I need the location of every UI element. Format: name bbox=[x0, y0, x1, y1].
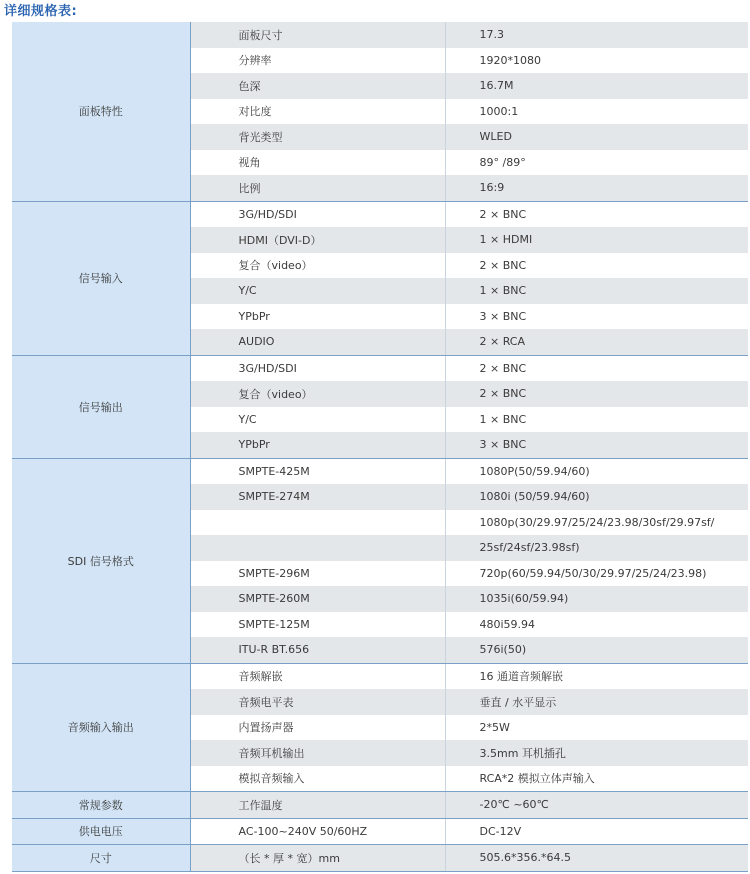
spec-value-cell: 2 × BNC bbox=[445, 381, 748, 407]
spec-key-cell: Y/C bbox=[190, 407, 445, 433]
spec-key-cell: 模拟音频输入 bbox=[190, 766, 445, 792]
spec-key-cell: AUDIO bbox=[190, 329, 445, 355]
table-row bbox=[12, 792, 748, 819]
category-cell: 常规参数 bbox=[12, 792, 190, 819]
spec-key-cell: 视角 bbox=[190, 150, 445, 176]
spec-value-cell: 1080i (50/59.94/60) bbox=[445, 484, 748, 510]
spec-key-cell bbox=[190, 510, 445, 536]
spec-value-cell: 505.6*356.*64.5 bbox=[445, 845, 748, 872]
spec-table-body bbox=[12, 22, 748, 871]
category-cell: 面板特性 bbox=[12, 22, 190, 201]
spec-value-cell: DC-12V bbox=[445, 818, 748, 845]
spec-value-cell: 576i(50) bbox=[445, 637, 748, 663]
spec-value-cell: 1 × HDMI bbox=[445, 227, 748, 253]
spec-key-cell: 色深 bbox=[190, 73, 445, 99]
spec-key-cell: 音频耳机输出 bbox=[190, 740, 445, 766]
spec-key-cell: Y/C bbox=[190, 278, 445, 304]
spec-value-cell: 16.7M bbox=[445, 73, 748, 99]
spec-key-cell: HDMI（DVI-D） bbox=[190, 227, 445, 253]
spec-value-cell: 3 × BNC bbox=[445, 304, 748, 330]
table-row bbox=[12, 663, 748, 689]
category-cell: 供电电压 bbox=[12, 818, 190, 845]
spec-key-cell: 分辨率 bbox=[190, 48, 445, 74]
spec-value-cell: 480i59.94 bbox=[445, 612, 748, 638]
spec-value-cell: 16:9 bbox=[445, 175, 748, 201]
spec-value-cell: 1 × BNC bbox=[445, 278, 748, 304]
spec-key-cell: SMPTE-260M bbox=[190, 586, 445, 612]
spec-value-cell: RCA*2 模拟立体声输入 bbox=[445, 766, 748, 792]
spec-key-cell: （长 * 厚 * 宽）mm bbox=[190, 845, 445, 872]
spec-key-cell: 面板尺寸 bbox=[190, 22, 445, 48]
spec-value-cell: 3 × BNC bbox=[445, 432, 748, 458]
spec-value-cell: 17.3 bbox=[445, 22, 748, 48]
spec-key-cell: 3G/HD/SDI bbox=[190, 355, 445, 381]
spec-value-cell: 1035i(60/59.94) bbox=[445, 586, 748, 612]
spec-key-cell: 复合（video） bbox=[190, 381, 445, 407]
spec-key-cell: YPbPr bbox=[190, 432, 445, 458]
spec-key-cell: SMPTE-274M bbox=[190, 484, 445, 510]
category-cell: 音频输入输出 bbox=[12, 663, 190, 792]
category-cell: SDI 信号格式 bbox=[12, 458, 190, 663]
table-row bbox=[12, 818, 748, 845]
spec-value-cell: 1080P(50/59.94/60) bbox=[445, 458, 748, 484]
spec-key-cell: AC-100~240V 50/60HZ bbox=[190, 818, 445, 845]
spec-value-cell: 2 × BNC bbox=[445, 253, 748, 279]
spec-value-cell: 3.5mm 耳机插孔 bbox=[445, 740, 748, 766]
spec-key-cell: 音频电平表 bbox=[190, 689, 445, 715]
table-row bbox=[12, 22, 748, 48]
spec-value-cell: WLED bbox=[445, 124, 748, 150]
spec-value-cell: 2*5W bbox=[445, 715, 748, 741]
page-title: 详细规格表: bbox=[4, 4, 78, 19]
spec-value-cell: 2 × RCA bbox=[445, 329, 748, 355]
spec-key-cell bbox=[190, 535, 445, 561]
category-cell: 信号输出 bbox=[12, 355, 190, 458]
spec-value-cell: 1 × BNC bbox=[445, 407, 748, 433]
spec-table bbox=[12, 22, 748, 872]
spec-value-cell: 1000:1 bbox=[445, 99, 748, 125]
spec-key-cell: YPbPr bbox=[190, 304, 445, 330]
spec-key-cell: 音频解嵌 bbox=[190, 663, 445, 689]
category-cell: 信号输入 bbox=[12, 201, 190, 355]
spec-value-cell: 89° /89° bbox=[445, 150, 748, 176]
spec-key-cell: SMPTE-296M bbox=[190, 561, 445, 587]
spec-value-cell: 垂直 / 水平显示 bbox=[445, 689, 748, 715]
spec-key-cell: 复合（video） bbox=[190, 253, 445, 279]
spec-value-cell: 2 × BNC bbox=[445, 355, 748, 381]
spec-key-cell: 比例 bbox=[190, 175, 445, 201]
table-row bbox=[12, 355, 748, 381]
spec-key-cell: 内置扬声器 bbox=[190, 715, 445, 741]
spec-key-cell: 对比度 bbox=[190, 99, 445, 125]
spec-value-cell: 25sf/24sf/23.98sf) bbox=[445, 535, 748, 561]
spec-key-cell: 背光类型 bbox=[190, 124, 445, 150]
spec-value-cell: 1920*1080 bbox=[445, 48, 748, 74]
spec-key-cell: ITU-R BT.656 bbox=[190, 637, 445, 663]
table-row bbox=[12, 845, 748, 872]
spec-key-cell: SMPTE-125M bbox=[190, 612, 445, 638]
spec-value-cell: 720p(60/59.94/50/30/29.97/25/24/23.98) bbox=[445, 561, 748, 587]
spec-value-cell: 2 × BNC bbox=[445, 201, 748, 227]
spec-key-cell: 3G/HD/SDI bbox=[190, 201, 445, 227]
table-row bbox=[12, 201, 748, 227]
spec-value-cell: 1080p(30/29.97/25/24/23.98/30sf/29.97sf/ bbox=[445, 510, 748, 536]
table-row bbox=[12, 458, 748, 484]
category-cell: 尺寸 bbox=[12, 845, 190, 872]
spec-key-cell: SMPTE-425M bbox=[190, 458, 445, 484]
spec-key-cell: 工作温度 bbox=[190, 792, 445, 819]
spec-value-cell: 16 通道音频解嵌 bbox=[445, 663, 748, 689]
spec-value-cell: -20℃ ~60℃ bbox=[445, 792, 748, 819]
